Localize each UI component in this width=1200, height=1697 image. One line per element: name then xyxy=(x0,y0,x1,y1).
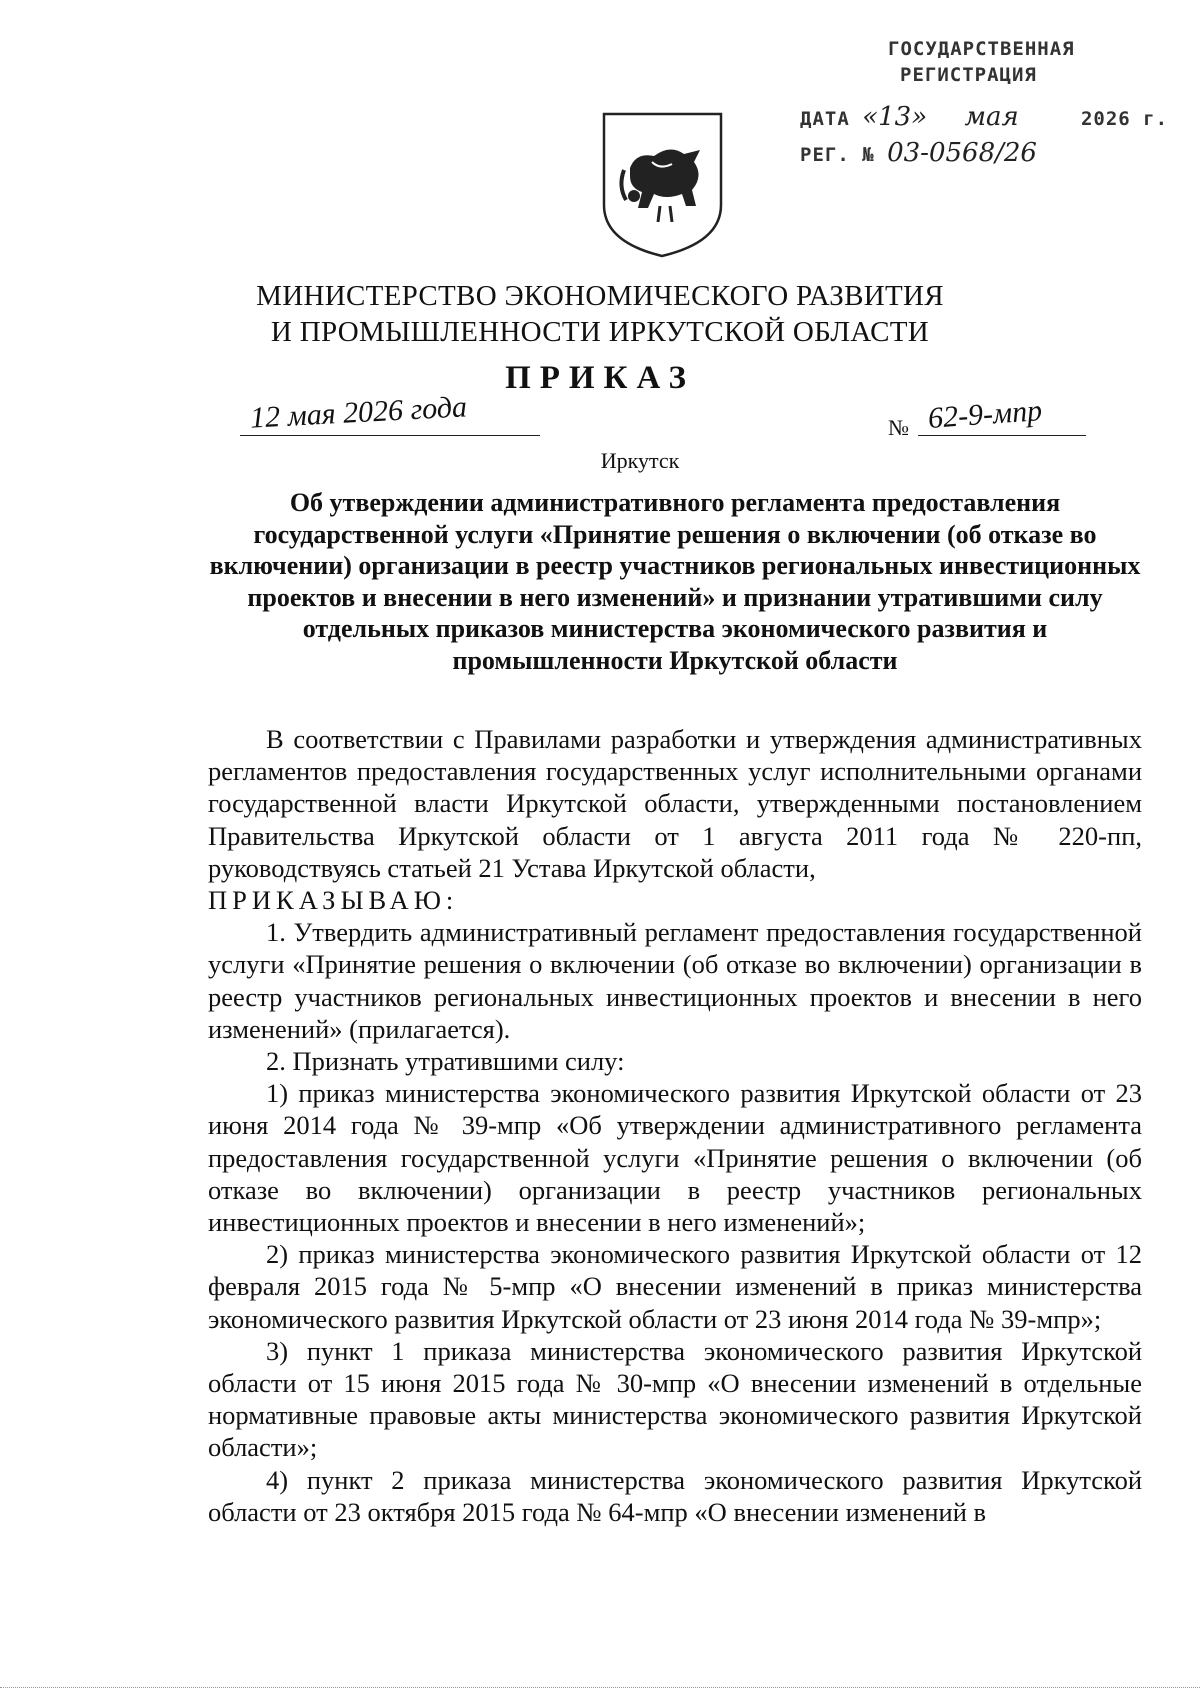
item-2: 2. Признать утратившими силу: xyxy=(266,1046,625,1077)
stamp-date-day: «13» xyxy=(862,102,928,132)
order-word: ПРИКАЗЫВАЮ: xyxy=(208,885,459,916)
sub-item-4: 4) пункт 2 приказа министерства экономического развития Иркутской области от 23 октября 2015 года № 64-мпр «О внесении изменений в xyxy=(208,1464,1142,1527)
number-label: № xyxy=(888,415,909,440)
stamp-reg-row xyxy=(800,138,1130,170)
registration-stamp xyxy=(800,36,1169,170)
document-body xyxy=(208,723,1142,1528)
preamble-paragraph: В соответствии с Правилами разработки и утверждения административных регламентов предоставления государственных услуг исполнительными органами государственной власти Иркутской области, утвержденными постановлением Правительства Иркутской области от 1 августа 2011 года № 220-пп, руководствуясь статьей 21 Устава Иркутской области, xyxy=(208,724,1142,883)
stamp-date-row xyxy=(800,102,1169,134)
stamp-date-year: 2026 г. xyxy=(1080,108,1169,130)
sub-item-3: 3) пункт 1 приказа министерства экономического развития Иркутской области от 15 июня 2015 года № 30-мпр «О внесении изменений в отдельные нормативные правовые акты министерства экономического развития Иркутской области»; xyxy=(208,1335,1142,1463)
ministry-line1: МИНИСТЕРСТВО ЭКОНОМИЧЕСКОГО РАЗВИТИЯ xyxy=(256,280,944,312)
coat-of-arms-emblem xyxy=(600,110,725,260)
stamp-reg-number: 03-0568/26 xyxy=(887,138,1037,168)
city: Иркутск xyxy=(600,448,680,473)
ministry-name xyxy=(0,278,1200,350)
stamp-date-label: ДАТА xyxy=(800,108,850,130)
ministry-line2: И ПРОМЫШЛЕННОСТИ ИРКУТСКОЙ ОБЛАСТИ xyxy=(270,316,930,348)
document-subject: Об утверждении административного регламента предоставления государственной услуги «Принятие решения о включении (об отказе во включении) организации в реестр участников региональных инвестиционных проектов и внесении в него изменений» и признании утратившими силу отдельных приказов министерства экономического развития и промышленности Иркутской области xyxy=(209,488,1141,675)
handwritten-number: 62-9-мпр xyxy=(926,394,1044,435)
handwritten-date: 12 мая 2026 года xyxy=(249,390,468,435)
sub-item-1: 1) приказ министерства экономического развития Иркутской области от 23 июня 2014 года № 39-мпр «Об утверждении административного регламента предоставления государственной услуги «Принятие решения о включении (об отказе во включении) организации в реестр участников региональных инвестиционных проектов и внесении в него изменений»; xyxy=(208,1078,1142,1238)
stamp-title-line2: РЕГИСТРАЦИЯ xyxy=(900,64,1037,86)
item-1: 1. Утвердить административный регламент предоставления государственной услуги «Принятие решения о включении (об отказе во включении) организации в реестр участников региональных инвестиционных проектов и внесении в него изменений» (прилагается). xyxy=(208,917,1142,1044)
stamp-title-line1: ГОСУДАРСТВЕННАЯ xyxy=(888,38,1075,60)
page-bottom-rule xyxy=(0,1687,1200,1688)
stamp-date-month: мая xyxy=(964,102,1019,132)
stamp-reg-label: РЕГ. № xyxy=(800,144,875,166)
sub-item-2: 2) приказ министерства экономического развития Иркутской области от 12 февраля 2015 года № 5-мпр «О внесении изменений в приказ министерства экономического развития Иркутской области от 23 июня 2014 года № 39-мпр»; xyxy=(208,1239,1142,1334)
document-type: ПРИКАЗ xyxy=(505,360,695,396)
